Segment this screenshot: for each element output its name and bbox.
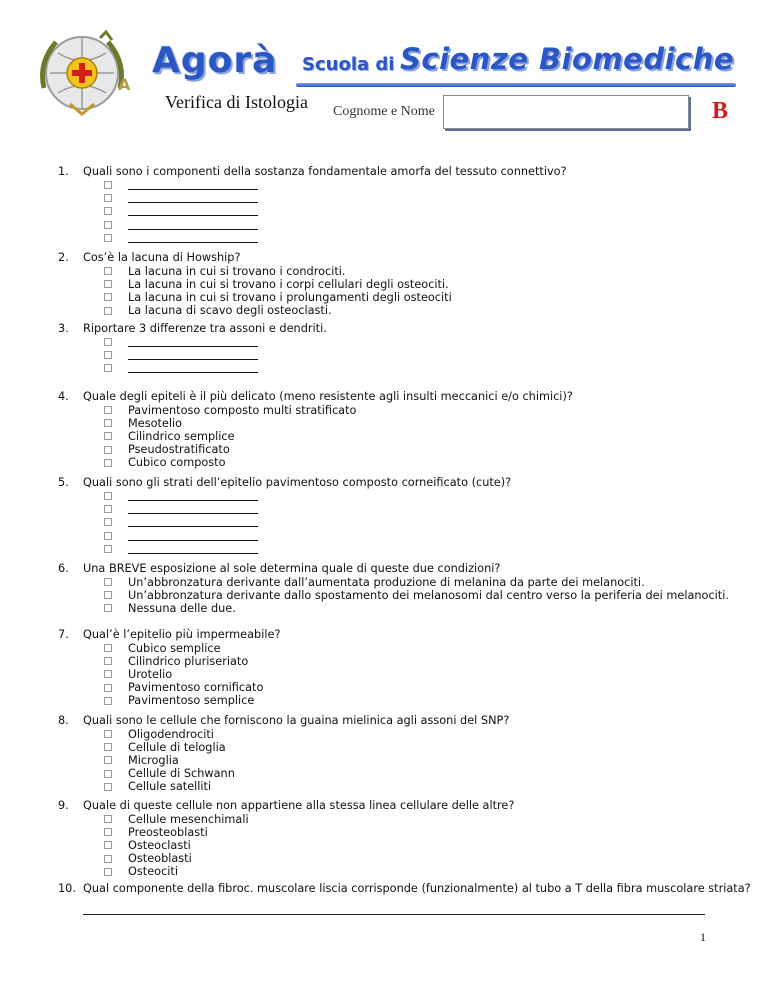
- option-label: Nessuna delle due.: [128, 601, 236, 615]
- question-text: Una BREVE esposizione al sole determina quale di queste due condizioni?: [83, 562, 501, 575]
- answer-option[interactable]: [104, 780, 235, 793]
- answer-option[interactable]: [104, 602, 729, 615]
- checkbox[interactable]: [104, 815, 112, 823]
- answer-option[interactable]: [104, 741, 235, 754]
- checkbox[interactable]: [104, 770, 112, 778]
- question-text: Qual componente della fibroc. muscolare liscia corrisponde (funzionalmente) al tubo a T della fibra muscolare striata?: [83, 882, 751, 895]
- checkbox[interactable]: [104, 459, 112, 467]
- checkbox[interactable]: [104, 828, 112, 836]
- checkbox[interactable]: [104, 221, 112, 229]
- answer-option[interactable]: [104, 205, 258, 218]
- checkbox[interactable]: [104, 855, 112, 863]
- answer-option[interactable]: [104, 430, 356, 443]
- answer-option[interactable]: [104, 265, 452, 278]
- option-label: Preosteoblasti: [128, 825, 208, 839]
- option-label: Pseudostratificato: [128, 443, 230, 457]
- option-label: Urotelio: [128, 667, 173, 681]
- option-label: Pavimentoso composto multi stratificato: [128, 403, 357, 417]
- answer-blank-line[interactable]: [128, 193, 258, 203]
- checkbox[interactable]: [104, 364, 112, 372]
- answer-options: [104, 404, 356, 470]
- option-label: Pavimentoso cornificato: [128, 681, 264, 695]
- answer-option[interactable]: [104, 576, 729, 589]
- header: [0, 0, 768, 150]
- answer-blank-line[interactable]: [128, 337, 258, 347]
- checkbox[interactable]: [104, 207, 112, 215]
- question-text: Qual’è l’epitelio più impermeabile?: [83, 628, 281, 641]
- checkbox[interactable]: [104, 670, 112, 678]
- answer-line[interactable]: [83, 914, 705, 915]
- option-label: Oligodendrociti: [128, 727, 214, 741]
- answer-option[interactable]: [104, 642, 263, 655]
- option-label: Pavimentoso semplice: [128, 694, 255, 708]
- question-text: Quali sono i componenti della sostanza fondamentale amorfa del tessuto connettivo?: [83, 165, 567, 178]
- answer-option[interactable]: [104, 192, 258, 205]
- checkbox[interactable]: [104, 492, 112, 500]
- checkbox[interactable]: [104, 591, 112, 599]
- question-text: Quale degli epiteli è il più delicato (meno resistente agli insulti meccanici e/o chimici)?: [83, 390, 573, 403]
- answer-options: [104, 265, 452, 318]
- answer-blank-line[interactable]: [128, 504, 258, 514]
- option-label: La lacuna in cui si trovano i condrociti.: [128, 264, 346, 278]
- answer-blank-line[interactable]: [128, 517, 258, 527]
- answer-blank-line[interactable]: [128, 350, 258, 360]
- option-label: Cellule satelliti: [128, 780, 212, 794]
- answer-option[interactable]: [104, 490, 258, 503]
- answer-option[interactable]: [104, 668, 263, 681]
- answer-options: [104, 728, 235, 794]
- checkbox[interactable]: [104, 338, 112, 346]
- question-number: 9.: [58, 799, 69, 812]
- answer-option[interactable]: [104, 852, 249, 865]
- answer-option[interactable]: [104, 404, 356, 417]
- answer-blank-line[interactable]: [128, 544, 258, 554]
- checkbox[interactable]: [104, 181, 112, 189]
- option-label: Un’abbronzatura derivante dallo spostamento dei melanosomi dal centro verso la periferia dei melanociti.: [128, 588, 729, 602]
- answer-option[interactable]: [104, 839, 249, 852]
- brand-name: Agorà: [152, 40, 278, 81]
- answer-option[interactable]: [104, 503, 258, 516]
- checkbox[interactable]: [104, 505, 112, 513]
- svg-text:A: A: [118, 75, 131, 94]
- answer-options: [104, 576, 729, 616]
- checkbox[interactable]: [104, 841, 112, 849]
- answer-blank-line[interactable]: [128, 233, 258, 243]
- option-label: Un’abbronzatura derivante dall’aumentata produzione di melanina da parte dei melanociti.: [128, 575, 645, 589]
- answer-option[interactable]: [104, 694, 263, 707]
- answer-options: [104, 642, 263, 708]
- question-number: 4.: [58, 390, 69, 403]
- answer-option[interactable]: [104, 304, 452, 317]
- option-label: Cilindrico pluriseriato: [128, 654, 249, 668]
- option-label: Cubico composto: [128, 456, 226, 470]
- option-label: Cellule di teloglia: [128, 740, 226, 754]
- answer-option[interactable]: [104, 231, 258, 244]
- answer-blank-line[interactable]: [128, 531, 258, 541]
- checkbox[interactable]: [104, 743, 112, 751]
- answer-option[interactable]: [104, 456, 356, 469]
- test-version: B: [712, 98, 729, 124]
- option-label: La lacuna in cui si trovano i prolungamenti degli osteociti: [128, 290, 452, 304]
- school-prefix: Scuola di: [302, 54, 395, 75]
- checkbox[interactable]: [104, 432, 112, 440]
- option-label: La lacuna di scavo degli osteoclasti.: [128, 304, 332, 318]
- answer-option[interactable]: [104, 754, 235, 767]
- question-number: 2.: [58, 251, 69, 264]
- question-number: 5.: [58, 476, 69, 489]
- answer-options: [104, 336, 258, 376]
- answer-option[interactable]: [104, 417, 356, 430]
- checkbox[interactable]: [104, 518, 112, 526]
- question-number: 1.: [58, 165, 69, 178]
- question-text: Quale di queste cellule non appartiene alla stessa linea cellulare delle altre?: [83, 799, 515, 812]
- question-text: Riportare 3 differenze tra assoni e dendriti.: [83, 322, 327, 335]
- checkbox[interactable]: [104, 532, 112, 540]
- option-label: Cubico semplice: [128, 641, 221, 655]
- answer-option[interactable]: [104, 655, 263, 668]
- school-emblem-logo: [30, 28, 145, 118]
- question-number: 7.: [58, 628, 69, 641]
- checkbox[interactable]: [104, 684, 112, 692]
- checkbox[interactable]: [104, 756, 112, 764]
- answer-blank-line[interactable]: [128, 491, 258, 501]
- answer-blank-line[interactable]: [128, 363, 258, 373]
- checkbox[interactable]: [104, 868, 112, 876]
- answer-option[interactable]: [104, 516, 258, 529]
- answer-option[interactable]: [104, 865, 249, 878]
- option-label: Cellule mesenchimali: [128, 812, 249, 826]
- option-label: Cilindrico semplice: [128, 429, 235, 443]
- answer-option[interactable]: [104, 589, 729, 602]
- name-label: Cognome e Nome: [333, 104, 435, 119]
- answer-option[interactable]: [104, 529, 258, 542]
- answer-option[interactable]: [104, 826, 249, 839]
- question-number: 8.: [58, 714, 69, 727]
- checkbox[interactable]: [104, 234, 112, 242]
- checkbox[interactable]: [104, 307, 112, 315]
- checkbox[interactable]: [104, 194, 112, 202]
- answer-option[interactable]: [104, 542, 258, 555]
- answer-blank-line[interactable]: [128, 220, 258, 230]
- answer-options: [104, 179, 258, 245]
- answer-option[interactable]: [104, 291, 452, 304]
- answer-option[interactable]: [104, 362, 258, 375]
- checkbox[interactable]: [104, 267, 112, 275]
- answer-option[interactable]: [104, 443, 356, 456]
- checkbox[interactable]: [104, 406, 112, 414]
- checkbox[interactable]: [104, 644, 112, 652]
- school-name: Scienze Biomediche: [400, 42, 735, 76]
- answer-option[interactable]: [104, 336, 258, 349]
- checkbox[interactable]: [104, 446, 112, 454]
- question-number: 3.: [58, 322, 69, 335]
- answer-option[interactable]: [104, 767, 235, 780]
- question-number: 6.: [58, 562, 69, 575]
- name-field[interactable]: [443, 95, 689, 129]
- question-text: Quali sono le cellule che forniscono la guaina mielinica agli assoni del SNP?: [83, 714, 510, 727]
- option-label: Osteoclasti: [128, 838, 191, 852]
- checkbox[interactable]: [104, 293, 112, 301]
- checkbox[interactable]: [104, 604, 112, 612]
- question-text: Quali sono gli strati dell’epitelio pavimentoso composto corneificato (cute)?: [83, 476, 512, 489]
- checkbox[interactable]: [104, 280, 112, 288]
- checkbox[interactable]: [104, 730, 112, 738]
- page-number: 1: [700, 930, 706, 944]
- answer-options: [104, 813, 249, 879]
- checkbox[interactable]: [104, 419, 112, 427]
- checkbox[interactable]: [104, 783, 112, 791]
- checkbox[interactable]: [104, 351, 112, 359]
- option-label: Mesotelio: [128, 416, 183, 430]
- answer-option[interactable]: [104, 179, 258, 192]
- question-text: Cos’è la lacuna di Howship?: [83, 251, 241, 264]
- test-title: Verifica di Istologia: [165, 92, 308, 112]
- answer-blank-line[interactable]: [128, 206, 258, 216]
- answer-options: [104, 490, 258, 556]
- checkbox[interactable]: [104, 657, 112, 665]
- option-label: Cellule di Schwann: [128, 767, 235, 781]
- checkbox[interactable]: [104, 545, 112, 553]
- checkbox[interactable]: [104, 578, 112, 586]
- option-label: La lacuna in cui si trovano i corpi cellulari degli osteociti.: [128, 277, 449, 291]
- answer-option[interactable]: [104, 278, 452, 291]
- question-number: 10.: [58, 882, 76, 895]
- option-label: Microglia: [128, 753, 179, 767]
- option-label: Osteoblasti: [128, 852, 192, 866]
- answer-blank-line[interactable]: [128, 180, 258, 190]
- answer-option[interactable]: [104, 728, 235, 741]
- header-divider: [296, 83, 736, 87]
- answer-option[interactable]: [104, 681, 263, 694]
- answer-option[interactable]: [104, 218, 258, 231]
- answer-option[interactable]: [104, 349, 258, 362]
- option-label: Osteociti: [128, 865, 178, 879]
- checkbox[interactable]: [104, 697, 112, 705]
- answer-option[interactable]: [104, 813, 249, 826]
